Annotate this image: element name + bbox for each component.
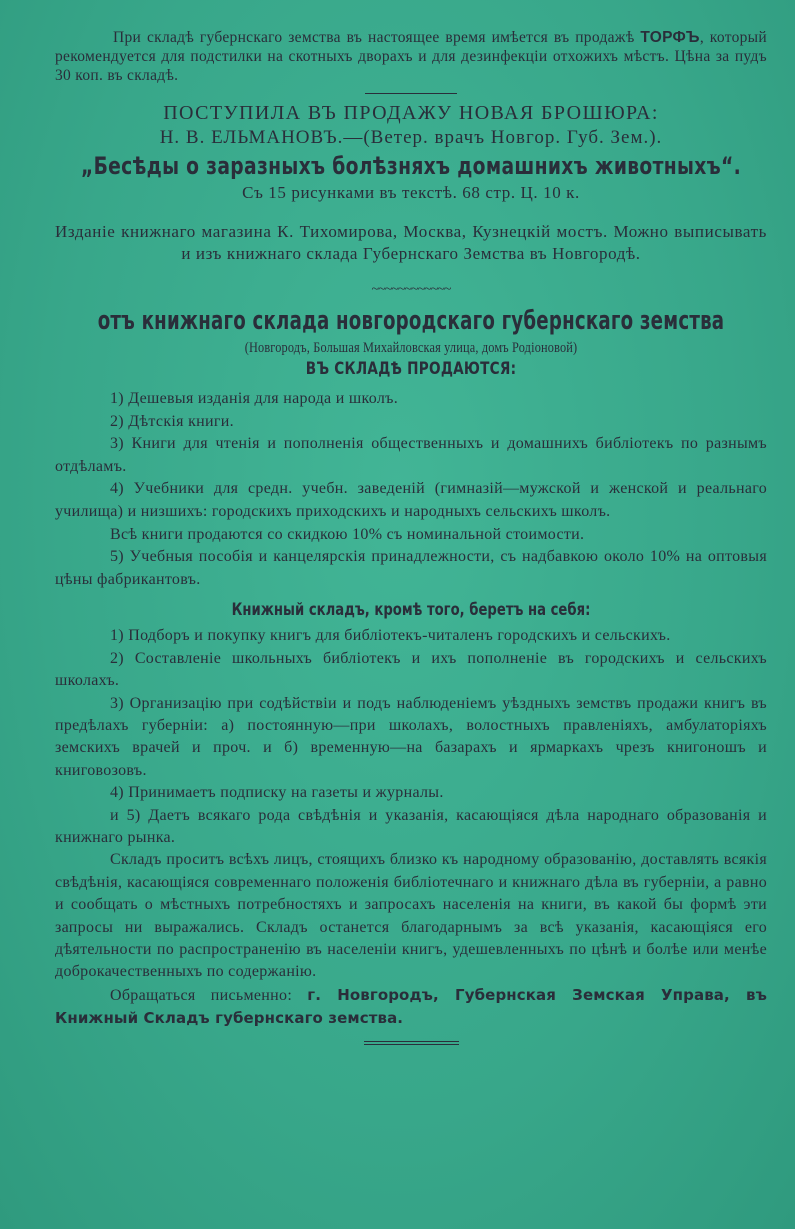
list-item: 4) Принимаетъ подписку на газеты и журналы. [110, 784, 444, 802]
list-item: 1) Дешевыя изданія для народа и школъ. [110, 390, 399, 407]
brochure-details: Съ 15 рисунками въ текстѣ. 68 стр. Ц. 10 к. [242, 183, 580, 202]
store-sub-heading: ВЪ СКЛАДѢ ПРОДАЮТСЯ: [305, 359, 517, 379]
brochure-title: „Бесѣды о заразныхъ болѣзняхъ домашнихъ животныхъ“. [80, 152, 742, 180]
contact-prefix: Обращаться письменно: [110, 986, 293, 1004]
store-heading: отъ книжнаго склада новгородскаго губернскаго земства [97, 306, 725, 336]
brochure-publisher: Изданіе книжнаго магазина К. Тихомирова, Москва, Кузнецкій мостъ. Можно выписывать и изъ книжнаго склада Губернскаго Земства въ Новгородѣ. [55, 222, 767, 263]
author-role: —(Ветер. врачъ Новгор. Губ. Зем.). [343, 127, 663, 148]
peat-notice [55, 28, 767, 85]
items-list [55, 388, 767, 591]
list-item: и 5) Даетъ всякаго рода свѣдѣнія и указанія, касающіяся дѣла народнаго образованія и книжнаго рынка. [55, 806, 767, 846]
peat-bold-word: ТОРФЪ [640, 29, 700, 46]
list-item: 2) Дѣтскія книги. [110, 412, 234, 430]
appeal-paragraph: Складъ проситъ всѣхъ лицъ, стоящихъ близко къ народному образованію, доставлять всякія свѣдѣнія, касающіяся современнаго положенія библіотечнаго и книжнаго дѣла въ губерніи, а равно и сообщать о мѣстныхъ потребностяхъ и запросахъ населенія на книги, въ какой бы формѣ эти запросы ни выражались. Складъ останется благодарнымъ за всѣ указанія, касающіяся его дѣятельности по распространенію въ населеніи книгъ, удешевленныхъ по цѣнѣ и болѣе или менѣе доброкачественныхъ по содержанію. [55, 851, 767, 981]
brochure-author [55, 126, 767, 150]
list-item: 2) Составленіе школьныхъ библіотекъ и ихъ пополненіе въ городскихъ и сельскихъ школахъ. [55, 649, 767, 690]
divider [365, 93, 457, 94]
services-list [55, 625, 767, 1030]
contact-address: г. Новгородъ, Губернская Земская Управа, въ Книжный Складъ губернскаго земства. [55, 985, 767, 1028]
list-item: 3) Книги для чтенія и пополненія общественныхъ и домашнихъ библіотекъ по разнымъ отдѣламъ. [55, 435, 767, 475]
contact-paragraph [55, 984, 767, 1031]
bottom-divider [364, 1041, 459, 1045]
ornament-divider: ~~~~~~~~~~~~ [371, 282, 451, 297]
brochure-announcement: ПОСТУПИЛА ВЪ ПРОДАЖУ НОВАЯ БРОШЮРА: [163, 102, 659, 124]
services-heading: Книжный складъ, кромѣ того, беретъ на себя: [231, 600, 591, 620]
list-item: 5) Учебныя пособія и канцелярскія принадлежности, съ надбавкою около 10% на оптовыя цѣны фабрикантовъ. [55, 548, 767, 588]
list-item: 4) Учебники для средн. учебн. заведеній (гимназій—мужской и женской и реальнаго училища) и низшихъ: городскихъ приходскихъ и народныхъ сельскихъ школъ. [55, 480, 767, 520]
peat-notice-rest: , который рекомендуется для подстилки на скотныхъ дворахъ и для дезинфекціи отхожихъ мѣстъ. Цѣна за пудъ 30 коп. въ складѣ. [55, 29, 767, 84]
list-item: 1) Подборъ и покупку книгъ для библіотекъ-читаленъ городскихъ и сельскихъ. [110, 627, 671, 645]
list-item: 3) Организацію при содѣйствіи и подъ наблюденіемъ уѣздныхъ земствъ продажи книгъ въ предѣлахъ губерніи: а) постоянную—при школахъ, волостныхъ правленіяхъ, амбулаторіяхъ земскихъ врачей и проч. и б) временную—на базарахъ и ярмаркахъ чрезъ книгоношъ и книговозовъ. [55, 694, 767, 779]
store-address: (Новгородъ, Большая Михайловская улица, домъ Родіоновой) [244, 340, 578, 356]
list-item: Всѣ книги продаются со скидкою 10% съ номинальной стоимости. [110, 525, 585, 543]
author-name: Н. В. ЕЛЬМАНОВЪ. [159, 127, 344, 148]
peat-notice-line1: При складѣ губернскаго земства въ настоящее время имѣется въ продажѣ [113, 29, 635, 46]
